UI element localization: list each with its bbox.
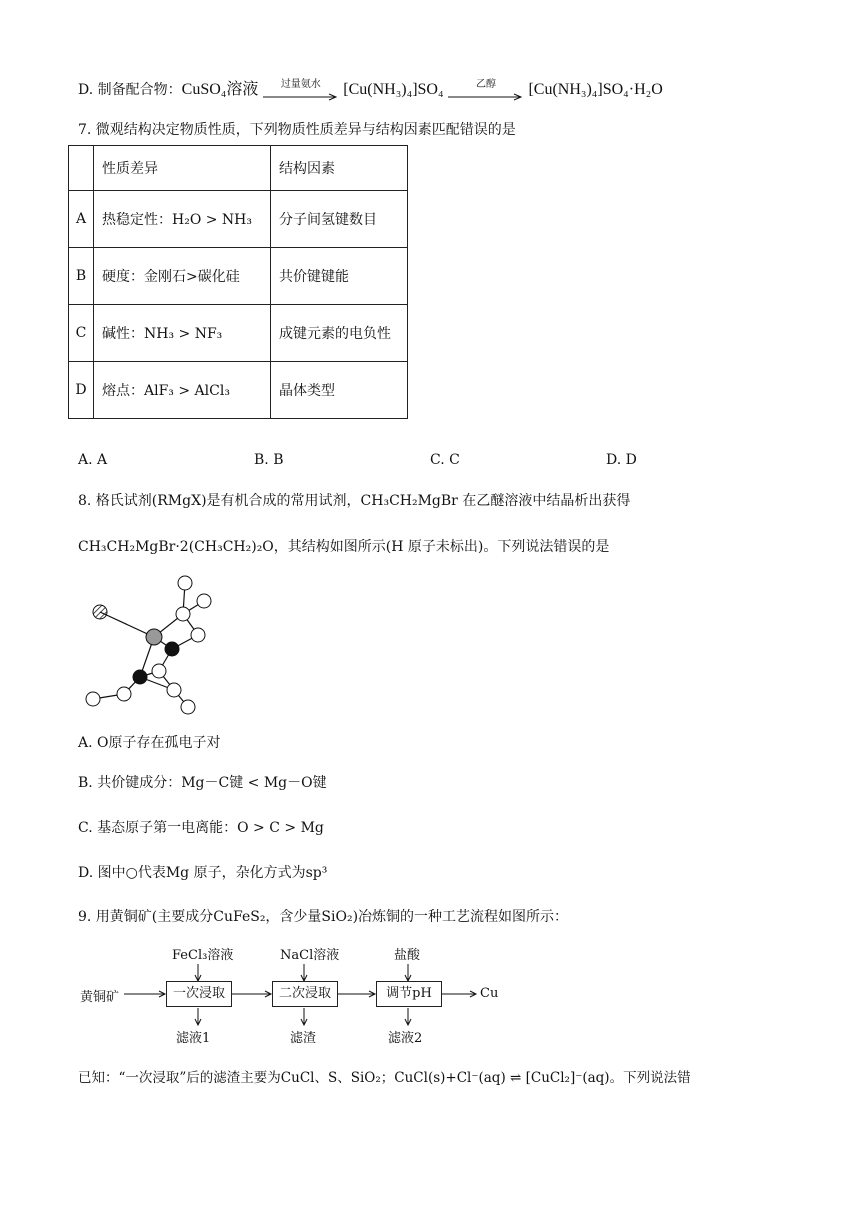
c-atom [86, 692, 100, 706]
table-header-cell [69, 146, 94, 191]
table-cell: 晶体类型 [271, 362, 408, 419]
table-row [69, 191, 408, 248]
flow-input-3: 盐酸 [394, 948, 421, 963]
c-atom [197, 594, 211, 608]
flow-input-2: NaCl溶液 [280, 948, 340, 963]
mg-atom [146, 629, 162, 645]
table-cell: 硬度：金刚石>碳化硅 [94, 248, 271, 305]
q7-choice-c[interactable]: C. C [430, 452, 460, 468]
flow-start: 黄铜矿 [80, 990, 120, 1005]
q6-arrow1-label: 过量氨水 [280, 79, 321, 90]
q8-structure-figure [80, 570, 220, 720]
q9-flow-diagram [80, 940, 520, 1050]
flow-input-1: FeCl₃溶液 [172, 948, 234, 963]
flow-step-2: 二次浸取 [272, 981, 338, 1007]
q6-arrow-1 [263, 79, 339, 101]
q7-choice-a[interactable]: A. A [78, 452, 108, 468]
table-cell: A [69, 191, 94, 248]
table-header-cell: 性质差异 [94, 146, 271, 191]
q6-arrow2-label: 乙醇 [476, 79, 496, 90]
c-atom [117, 687, 131, 701]
q8-option-b[interactable]: B. 共价键成分：Mg－C键 < Mg－O键 [78, 775, 327, 791]
c-atom [181, 700, 195, 714]
table-cell: 成键元素的电负性 [271, 305, 408, 362]
q6-option-d-prefix: D. 制备配合物： [78, 82, 182, 98]
q6-product-1: [Cu(NH₃)₄]SO₄ [343, 81, 444, 98]
q9-stem: 9. 用黄铜矿(主要成分CuFeS₂，含少量SiO₂)冶炼铜的一种工艺流程如图所示： [78, 909, 569, 925]
table-cell: 熔点：AlF₃ > AlCl₃ [94, 362, 271, 419]
flow-step-1: 一次浸取 [166, 981, 232, 1007]
table-row [69, 305, 408, 362]
table-cell: 热稳定性：H₂O > NH₃ [94, 191, 271, 248]
table-cell: 共价键键能 [271, 248, 408, 305]
table-header-cell: 结构因素 [271, 146, 408, 191]
c-atom [191, 628, 205, 642]
q6-reactant: CuSO₄溶液 [181, 81, 259, 98]
q7-stem: 7. 微观结构决定物质性质，下列物质性质差异与结构因素匹配错误的是 [78, 122, 516, 138]
q8-option-c[interactable]: C. 基态原子第一电离能：O > C > Mg [78, 820, 324, 836]
q8-stem-line2: CH₃CH₂MgBr·2(CH₃CH₂)₂O，其结构如图所示(H 原子未标出)。下列说法错误的是 [78, 539, 610, 555]
q6-arrow-2 [448, 79, 524, 101]
c-atom [176, 607, 190, 621]
c-atom [178, 576, 192, 590]
table-row [69, 362, 408, 419]
q8-option-a[interactable]: A. O原子存在孤电子对 [78, 735, 221, 751]
right-arrow-icon [448, 93, 524, 101]
c-atom [152, 664, 166, 678]
flow-step-3: 调节pH [376, 981, 442, 1007]
right-arrow-icon [263, 93, 339, 101]
q8-option-d[interactable]: D. 图中○代表Mg 原子，杂化方式为sp³ [78, 865, 328, 881]
c-atom [167, 683, 181, 697]
q7-choice-d[interactable]: D. D [606, 452, 637, 468]
q9-known: 已知：“一次浸取”后的滤渣主要为CuCl、S、SiO₂；CuCl(s)+Cl⁻(aq) ⇌ [CuCl₂]⁻(aq)。下列说法错 [78, 1070, 691, 1086]
q8-stem-line1: 8. 格氏试剂(RMgX)是有机合成的常用试剂，CH₃CH₂MgBr 在乙醚溶液中结晶析出获得 [78, 493, 631, 509]
flow-output-2: 滤渣 [290, 1031, 317, 1046]
table-row [69, 248, 408, 305]
table-cell: B [69, 248, 94, 305]
o-atom [165, 642, 179, 656]
br-atom [93, 605, 107, 619]
q7-table [68, 145, 408, 419]
q6-option-d [78, 76, 663, 101]
flow-output-3: 滤液2 [388, 1031, 423, 1046]
table-cell: D [69, 362, 94, 419]
o-atom [133, 670, 147, 684]
flow-end: Cu [480, 986, 499, 1001]
table-header-row [69, 146, 408, 191]
table-cell: C [69, 305, 94, 362]
table-cell: 碱性：NH₃ > NF₃ [94, 305, 271, 362]
q7-choice-b[interactable]: B. B [254, 452, 284, 468]
q6-product-2: [Cu(NH₃)₄]SO₄·H₂O [528, 81, 663, 98]
flow-output-1: 滤液1 [176, 1031, 211, 1046]
table-cell: 分子间氢键数目 [271, 191, 408, 248]
